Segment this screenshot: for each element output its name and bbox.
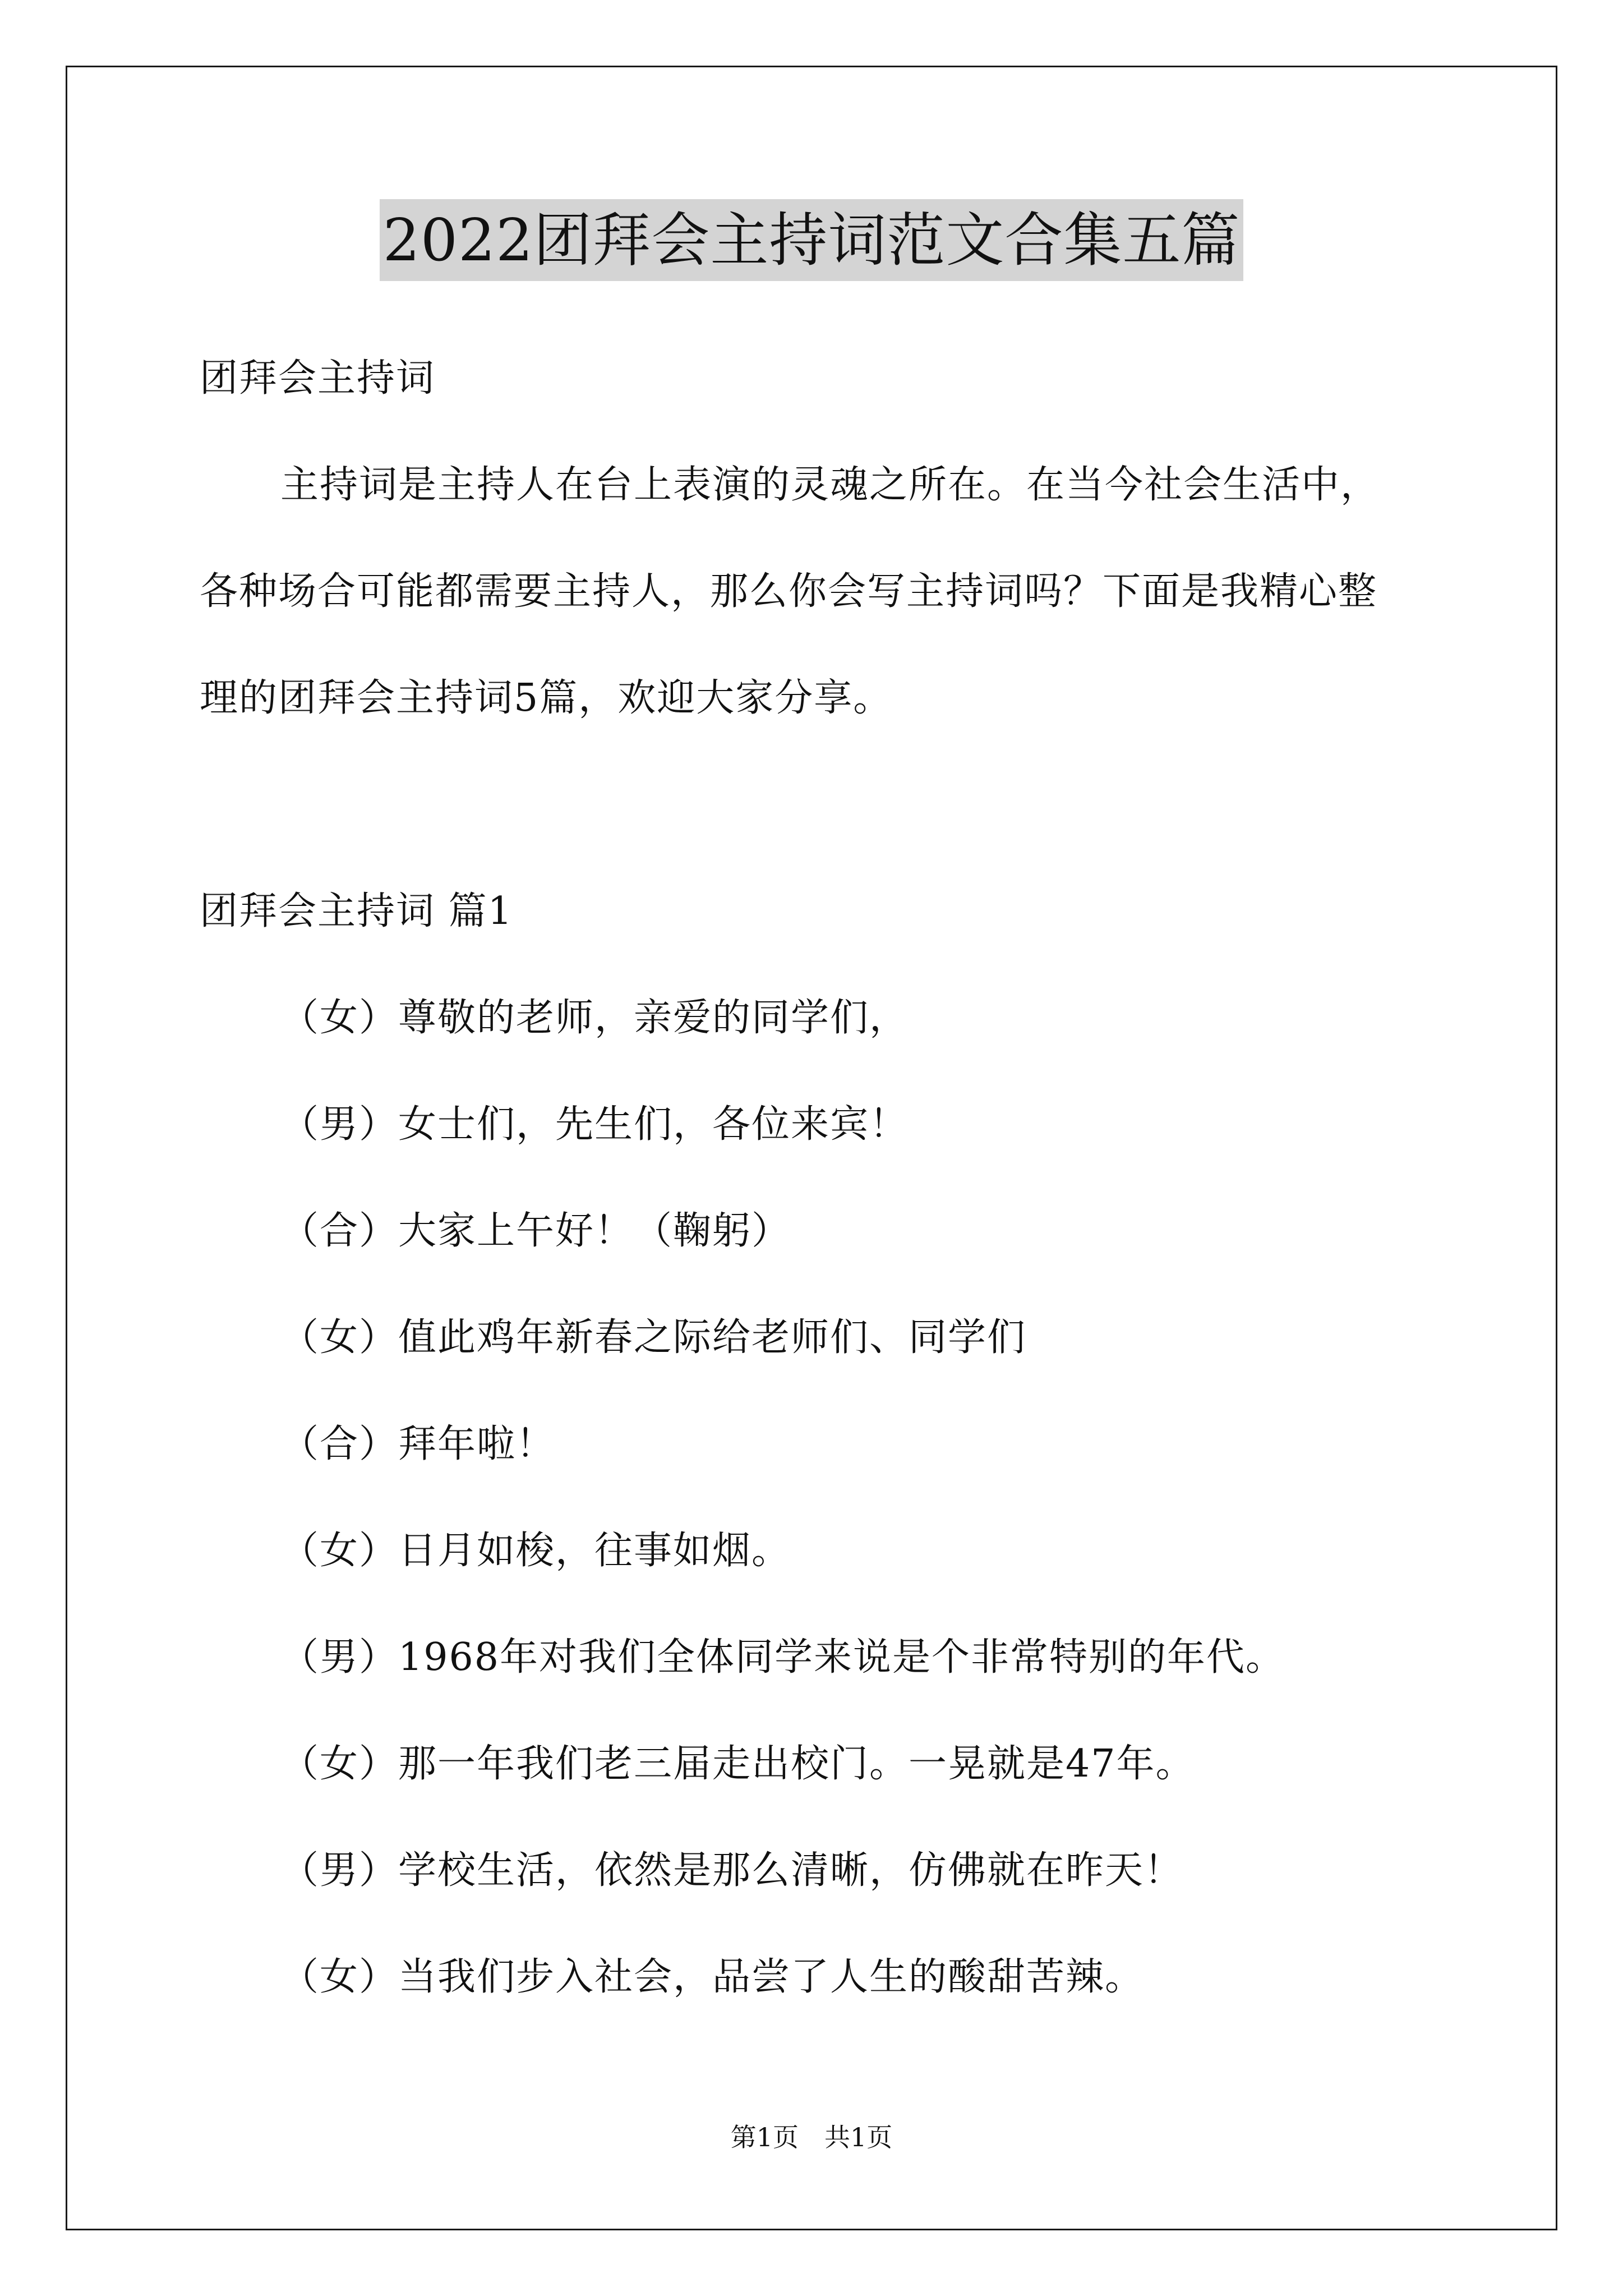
script-line: （女）值此鸡年新春之际给老师们、同学们 (280, 1315, 1027, 1360)
script-line: （女）那一年我们老三届走出校门。一晃就是47年。 (280, 1742, 1195, 1786)
article-heading: 团拜会主持词 篇1 (200, 889, 513, 933)
page-footer: 第1页 共1页 (730, 2122, 893, 2152)
script-line: （男）女士们，先生们，各位来宾！ (280, 1102, 909, 1147)
intro-line-1: 主持词是主持人在台上表演的灵魂之所在。在当今社会生活中， (280, 463, 1380, 507)
script-line: （女）尊敬的老师，亲爱的同学们， (280, 996, 909, 1040)
document-title: 2022团拜会主持词范文合集五篇 (380, 199, 1244, 281)
script-line: （女）日月如梭，往事如烟。 (280, 1529, 791, 1573)
section-heading: 团拜会主持词 (200, 356, 436, 401)
title-container (0, 199, 1623, 281)
script-line: （男）学校生活，依然是那么清晰，仿佛就在昨天！ (280, 1848, 1184, 1893)
intro-line-2: 各种场合可能都需要主持人，那么你会写主持词吗？下面是我精心整 (200, 569, 1378, 614)
script-line: （合）大家上午好！（鞠躬） (280, 1209, 791, 1253)
script-line: （合）拜年啦！ (280, 1422, 556, 1466)
script-line: （男）1968年对我们全体同学来说是个非常特别的年代。 (280, 1635, 1285, 1680)
script-line: （女）当我们步入社会，品尝了人生的酸甜苦辣。 (280, 1955, 1145, 1999)
intro-line-3: 理的团拜会主持词5篇，欢迎大家分享。 (200, 676, 893, 720)
